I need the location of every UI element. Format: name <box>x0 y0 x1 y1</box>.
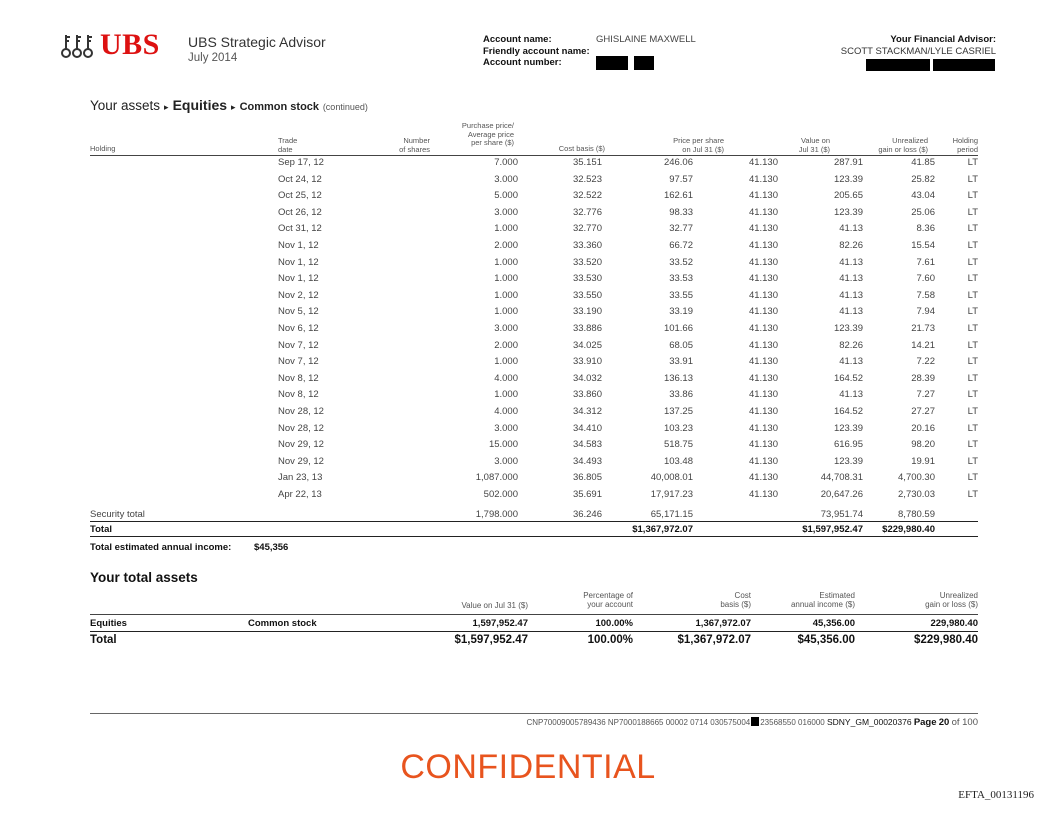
price-per-share-cell: 41.130 <box>748 323 778 334</box>
trade-date-cell: Sep 17, 12 <box>278 157 324 168</box>
ta-subcategory: Common stock <box>248 618 317 629</box>
value-cell: 616.95 <box>833 439 863 451</box>
ta-col-value: Value on Jul 31 ($) <box>461 601 528 610</box>
shares-cell: 1.000 <box>494 389 518 401</box>
security-total-label: Security total <box>90 509 145 520</box>
shares-cell: 1.000 <box>494 356 518 368</box>
value-cell: 44,708.31 <box>820 472 863 484</box>
ta-total-value: $1,597,952.47 <box>454 634 528 646</box>
trade-date-cell: Nov 8, 12 <box>278 389 319 401</box>
holding-period-cell: LT <box>967 356 978 368</box>
trade-date-cell: Oct 26, 12 <box>278 206 322 218</box>
cost-basis-cell: 246.06 <box>663 157 693 168</box>
price-per-share-cell: 41.130 <box>748 289 778 301</box>
table-row <box>90 273 978 290</box>
confidential-stamp: CONFIDENTIAL <box>400 748 656 786</box>
holding-period-cell: LT <box>967 157 978 168</box>
cost-basis-cell: 33.52 <box>669 256 693 268</box>
value-cell: 287.91 <box>833 157 863 168</box>
total-divider <box>90 521 978 522</box>
purchase-price-cell: 33.910 <box>572 356 602 368</box>
shares-cell: 3.000 <box>494 323 518 334</box>
purchase-price-cell: 34.312 <box>572 406 602 417</box>
holding-period-cell: LT <box>967 289 978 301</box>
shares-cell: 1.000 <box>494 306 518 318</box>
security-total-gain: 8,780.59 <box>898 509 935 520</box>
value-cell: 41.13 <box>839 356 863 368</box>
cost-basis-cell: 17,917.23 <box>650 489 693 500</box>
shares-cell: 1.000 <box>494 289 518 301</box>
breadcrumb-assets: Your assets <box>90 98 161 113</box>
purchase-price-cell: 32.770 <box>572 223 602 235</box>
unrealized-gain-cell: 7.61 <box>916 256 935 268</box>
holding-period-cell: LT <box>967 422 978 434</box>
value-cell: 164.52 <box>833 372 863 384</box>
price-per-share-cell: 41.130 <box>748 356 778 368</box>
price-per-share-cell: 41.130 <box>748 489 778 500</box>
value-cell: 20,647.26 <box>820 489 863 500</box>
total-cost: $1,367,972.07 <box>632 524 693 535</box>
efta-number: EFTA_00131196 <box>958 789 1034 801</box>
col-header-holding-period: Holding period <box>952 136 978 154</box>
cost-basis-cell: 32.77 <box>669 223 693 235</box>
unrealized-gain-cell: 7.58 <box>916 289 935 301</box>
security-total-shares: 1,798.000 <box>475 509 518 520</box>
trade-date-cell: Nov 6, 12 <box>278 323 319 334</box>
cost-basis-cell: 97.57 <box>669 173 693 185</box>
price-per-share-cell: 41.130 <box>748 256 778 268</box>
unrealized-gain-cell: 7.60 <box>916 273 935 285</box>
trade-date-cell: Nov 1, 12 <box>278 256 319 268</box>
holding-period-cell: LT <box>967 223 978 235</box>
shares-cell: 3.000 <box>494 422 518 434</box>
price-per-share-cell: 41.130 <box>748 389 778 401</box>
trade-date-cell: Nov 28, 12 <box>278 422 324 434</box>
price-per-share-cell: 41.130 <box>748 190 778 202</box>
unrealized-gain-cell: 2,730.03 <box>898 489 935 500</box>
holding-period-cell: LT <box>967 472 978 484</box>
unrealized-gain-cell: 7.22 <box>916 356 935 368</box>
chevron-right-icon: ▸ <box>231 102 236 112</box>
bates-number: SDNY_GM_00020376 <box>826 717 912 727</box>
table-row <box>90 423 978 440</box>
price-per-share-cell: 41.130 <box>748 273 778 285</box>
price-per-share-cell: 41.130 <box>748 306 778 318</box>
trade-date-cell: Nov 5, 12 <box>278 306 319 318</box>
price-per-share-cell: 41.130 <box>748 406 778 417</box>
value-cell: 41.13 <box>839 389 863 401</box>
account-labels <box>483 34 590 69</box>
value-cell: 82.26 <box>839 240 863 251</box>
unrealized-gain-cell: 20.16 <box>911 422 935 434</box>
table-row <box>90 323 978 340</box>
advisor-name: SCOTT STACKMAN/LYLE CASRIEL <box>840 45 996 57</box>
shares-cell: 4.000 <box>494 372 518 384</box>
purchase-price-cell: 33.550 <box>572 289 602 301</box>
breadcrumb-equities: Equities <box>172 97 228 113</box>
ubs-keys-logo-icon <box>58 32 96 60</box>
unrealized-gain-cell: 7.27 <box>916 389 935 401</box>
col-header-holding: Holding <box>90 144 116 153</box>
purchase-price-cell: 33.860 <box>572 389 602 401</box>
advisor-label: Your Financial Advisor: <box>890 34 996 45</box>
holding-period-cell: LT <box>967 240 978 251</box>
purchase-price-cell: 33.190 <box>572 306 602 318</box>
col-header-purchase-price: Purchase price/ Average price per share ($) <box>461 121 514 147</box>
value-cell: 205.65 <box>833 190 863 202</box>
value-cell: 123.39 <box>833 422 863 434</box>
purchase-price-cell: 33.360 <box>572 240 602 251</box>
shares-cell: 3.000 <box>494 455 518 467</box>
ta-category: Equities <box>90 618 127 629</box>
value-cell: 41.13 <box>839 289 863 301</box>
value-cell: 82.26 <box>839 339 863 351</box>
purchase-price-cell: 34.032 <box>572 372 602 384</box>
cost-basis-cell: 33.55 <box>669 289 693 301</box>
holding-period-cell: LT <box>967 190 978 202</box>
cost-basis-cell: 33.19 <box>669 306 693 318</box>
page-of: of 100 <box>951 717 978 728</box>
shares-cell: 5.000 <box>494 190 518 202</box>
price-per-share-cell: 41.130 <box>748 372 778 384</box>
purchase-price-cell: 33.530 <box>572 273 602 285</box>
cost-basis-cell: 98.33 <box>669 206 693 218</box>
table-row <box>90 257 978 274</box>
purchase-price-cell: 32.522 <box>572 190 602 202</box>
price-per-share-cell: 41.130 <box>748 455 778 467</box>
page-number: 20 <box>938 717 950 728</box>
holding-period-cell: LT <box>967 455 978 467</box>
account-name-label: Account name: <box>483 34 552 45</box>
trade-date-cell: Nov 29, 12 <box>278 439 324 451</box>
chevron-right-icon: ▸ <box>164 102 169 112</box>
shares-cell: 1.000 <box>494 256 518 268</box>
cost-basis-cell: 40,008.01 <box>650 472 693 484</box>
table-row <box>90 290 978 307</box>
purchase-price-cell: 34.493 <box>572 455 602 467</box>
brand-logo: UBS <box>100 28 160 61</box>
value-cell: 123.39 <box>833 323 863 334</box>
holding-period-cell: LT <box>967 439 978 451</box>
page-label: Page <box>913 717 937 728</box>
table-row <box>90 174 978 191</box>
holding-period-cell: LT <box>967 173 978 185</box>
ta-equities-cost: 1,367,972.07 <box>695 618 751 629</box>
price-per-share-cell: 41.130 <box>748 206 778 218</box>
trade-date-cell: Nov 29, 12 <box>278 455 324 467</box>
footer-code <box>526 717 978 728</box>
account-number-label: Account number: <box>483 57 562 68</box>
col-header-trade-date: Trade date <box>278 136 298 154</box>
shares-cell: 3.000 <box>494 173 518 185</box>
unrealized-gain-cell: 28.39 <box>911 372 935 384</box>
unrealized-gain-cell: 25.06 <box>911 206 935 218</box>
value-cell: 123.39 <box>833 455 863 467</box>
cost-basis-cell: 162.61 <box>663 190 693 202</box>
shares-cell: 3.000 <box>494 206 518 218</box>
cost-basis-cell: 33.86 <box>669 389 693 401</box>
trade-date-cell: Oct 25, 12 <box>278 190 322 202</box>
purchase-price-cell: 33.520 <box>572 256 602 268</box>
purchase-price-cell: 32.776 <box>572 206 602 218</box>
ta-equities-value: 1,597,952.47 <box>472 618 528 629</box>
statement-date: July 2014 <box>188 52 238 64</box>
product-title: UBS Strategic Advisor <box>188 34 326 50</box>
col-header-value: Value on Jul 31 ($) <box>798 136 830 154</box>
shares-cell: 1.000 <box>494 273 518 285</box>
trade-date-cell: Nov 1, 12 <box>278 240 319 251</box>
table-row <box>90 306 978 323</box>
unrealized-gain-cell: 41.85 <box>911 157 935 168</box>
unrealized-gain-cell: 21.73 <box>911 323 935 334</box>
table-row <box>90 207 978 224</box>
total-gain: $229,980.40 <box>882 524 935 535</box>
unrealized-gain-cell: 25.82 <box>911 173 935 185</box>
trade-date-cell: Nov 2, 12 <box>278 289 319 301</box>
ta-total-income: $45,356.00 <box>797 634 855 646</box>
annual-income-value: $45,356 <box>254 542 289 553</box>
ta-total-divider <box>90 631 978 632</box>
ta-equities-gain: 229,980.40 <box>930 618 978 629</box>
financial-advisor <box>841 34 996 57</box>
table-row <box>90 489 978 506</box>
account-name-value: GHISLAINE MAXWELL <box>596 34 696 45</box>
ta-total-gain: $229,980.40 <box>914 634 978 646</box>
table-row <box>90 223 978 240</box>
purchase-price-cell: 35.691 <box>572 489 602 500</box>
table-header-divider <box>90 155 978 156</box>
holding-period-cell: LT <box>967 323 978 334</box>
price-per-share-cell: 41.130 <box>748 173 778 185</box>
col-header-shares: Number of shares <box>399 136 430 154</box>
trade-date-cell: Nov 28, 12 <box>278 406 324 417</box>
table-row <box>90 389 978 406</box>
trade-date-cell: Oct 24, 12 <box>278 173 322 185</box>
trade-date-cell: Oct 31, 12 <box>278 223 322 235</box>
purchase-price-cell: 34.583 <box>572 439 602 451</box>
total-value: $1,597,952.47 <box>802 524 863 535</box>
table-row <box>90 356 978 373</box>
value-cell: 41.13 <box>839 256 863 268</box>
price-per-share-cell: 41.130 <box>748 422 778 434</box>
shares-cell: 1.000 <box>494 223 518 235</box>
price-per-share-cell: 41.130 <box>748 223 778 235</box>
holding-period-cell: LT <box>967 306 978 318</box>
ta-equities-pct: 100.00% <box>595 618 633 629</box>
shares-cell: 7.000 <box>494 157 518 168</box>
table-row <box>90 373 978 390</box>
trade-date-cell: Nov 8, 12 <box>278 372 319 384</box>
trade-date-cell: Nov 7, 12 <box>278 339 319 351</box>
purchase-price-cell: 32.523 <box>572 173 602 185</box>
cost-basis-cell: 103.23 <box>663 422 693 434</box>
trade-date-cell: Nov 1, 12 <box>278 273 319 285</box>
value-cell: 41.13 <box>839 306 863 318</box>
value-cell: 164.52 <box>833 406 863 417</box>
table-row <box>90 439 978 456</box>
purchase-price-cell: 35.151 <box>572 157 602 168</box>
shares-cell: 2.000 <box>494 339 518 351</box>
table-row <box>90 190 978 207</box>
price-per-share-cell: 41.130 <box>748 157 778 168</box>
security-total-value: 73,951.74 <box>820 509 863 520</box>
holding-period-cell: LT <box>967 206 978 218</box>
shares-cell: 15.000 <box>488 439 518 451</box>
shares-cell: 2.000 <box>494 240 518 251</box>
total-assets-title: Your total assets <box>90 570 198 585</box>
redaction-bar <box>634 56 654 70</box>
cost-basis-cell: 136.13 <box>663 372 693 384</box>
footer-divider <box>90 713 978 714</box>
table-row <box>90 456 978 473</box>
friendly-account-label: Friendly account name: <box>483 45 590 57</box>
price-per-share-cell: 41.130 <box>748 439 778 451</box>
holding-period-cell: LT <box>967 372 978 384</box>
unrealized-gain-cell: 27.27 <box>911 406 935 417</box>
cost-basis-cell: 66.72 <box>669 240 693 251</box>
price-per-share-cell: 41.130 <box>748 472 778 484</box>
breadcrumb <box>90 97 368 113</box>
shares-cell: 502.000 <box>483 489 518 500</box>
unrealized-gain-cell: 98.20 <box>911 439 935 451</box>
table-row <box>90 157 978 174</box>
cost-basis-cell: 103.48 <box>663 455 693 467</box>
redaction-bar <box>751 717 759 726</box>
total-label: Total <box>90 524 112 535</box>
redaction-bar <box>866 59 930 71</box>
shares-cell: 4.000 <box>494 406 518 417</box>
table-row <box>90 472 978 489</box>
total-bottom-divider <box>90 536 978 537</box>
table-row <box>90 340 978 357</box>
unrealized-gain-cell: 8.36 <box>916 223 935 235</box>
holding-period-cell: LT <box>967 273 978 285</box>
footer-account-code: CNP70009005789436 NP7000188665 00002 0714 030575004 <box>526 718 751 727</box>
breadcrumb-common-stock: Common stock <box>239 101 320 113</box>
holding-period-cell: LT <box>967 256 978 268</box>
ta-col-income: Estimated annual income ($) <box>790 591 855 609</box>
table-row <box>90 240 978 257</box>
ta-total-pct: 100.00% <box>587 634 633 646</box>
holding-period-cell: LT <box>967 339 978 351</box>
redaction-bar <box>933 59 995 71</box>
trade-date-cell: Apr 22, 13 <box>278 489 322 500</box>
shares-cell: 1,087.000 <box>475 472 518 484</box>
purchase-price-cell: 33.886 <box>572 323 602 334</box>
ta-header-divider <box>90 614 978 615</box>
price-per-share-cell: 41.130 <box>748 339 778 351</box>
purchase-price-cell: 34.025 <box>572 339 602 351</box>
value-cell: 41.13 <box>839 223 863 235</box>
security-total-cost: 65,171.15 <box>650 509 693 520</box>
trade-date-cell: Jan 23, 13 <box>278 472 323 484</box>
cost-basis-cell: 68.05 <box>669 339 693 351</box>
value-cell: 41.13 <box>839 273 863 285</box>
security-total-price: 36.246 <box>572 509 602 520</box>
holding-period-cell: LT <box>967 489 978 500</box>
ta-total-cost: $1,367,972.07 <box>677 634 751 646</box>
unrealized-gain-cell: 43.04 <box>911 190 935 202</box>
col-header-price-per-share: Price per share on Jul 31 ($) <box>673 136 724 154</box>
footer-account-code-2: 23568550 016000 <box>760 718 825 727</box>
col-header-cost-basis: Cost basis ($) <box>558 144 605 153</box>
unrealized-gain-cell: 14.21 <box>911 339 935 351</box>
purchase-price-cell: 34.410 <box>572 422 602 434</box>
redaction-bar <box>596 56 628 70</box>
cost-basis-cell: 33.91 <box>669 356 693 368</box>
cost-basis-cell: 101.66 <box>663 323 693 334</box>
cost-basis-cell: 518.75 <box>663 439 693 451</box>
table-row <box>90 406 978 423</box>
trade-date-cell: Nov 7, 12 <box>278 356 319 368</box>
cost-basis-cell: 137.25 <box>663 406 693 417</box>
annual-income-label: Total estimated annual income: <box>90 542 232 553</box>
unrealized-gain-cell: 15.54 <box>911 240 935 251</box>
ta-total-label: Total <box>90 634 117 646</box>
ta-col-cost: Cost basis ($) <box>720 591 751 609</box>
holding-period-cell: LT <box>967 389 978 401</box>
value-cell: 123.39 <box>833 206 863 218</box>
unrealized-gain-cell: 7.94 <box>916 306 935 318</box>
col-header-unrealized: Unrealized gain or loss ($) <box>878 136 928 154</box>
price-per-share-cell: 41.130 <box>748 240 778 251</box>
unrealized-gain-cell: 19.91 <box>911 455 935 467</box>
continued-note: (continued) <box>322 102 368 112</box>
ta-col-gain: Unrealized gain or loss ($) <box>925 591 978 609</box>
cost-basis-cell: 33.53 <box>669 273 693 285</box>
value-cell: 123.39 <box>833 173 863 185</box>
ta-col-percentage: Percentage of your account <box>583 591 633 609</box>
unrealized-gain-cell: 4,700.30 <box>898 472 935 484</box>
holding-period-cell: LT <box>967 406 978 417</box>
ta-equities-income: 45,356.00 <box>812 618 855 629</box>
purchase-price-cell: 36.805 <box>572 472 602 484</box>
